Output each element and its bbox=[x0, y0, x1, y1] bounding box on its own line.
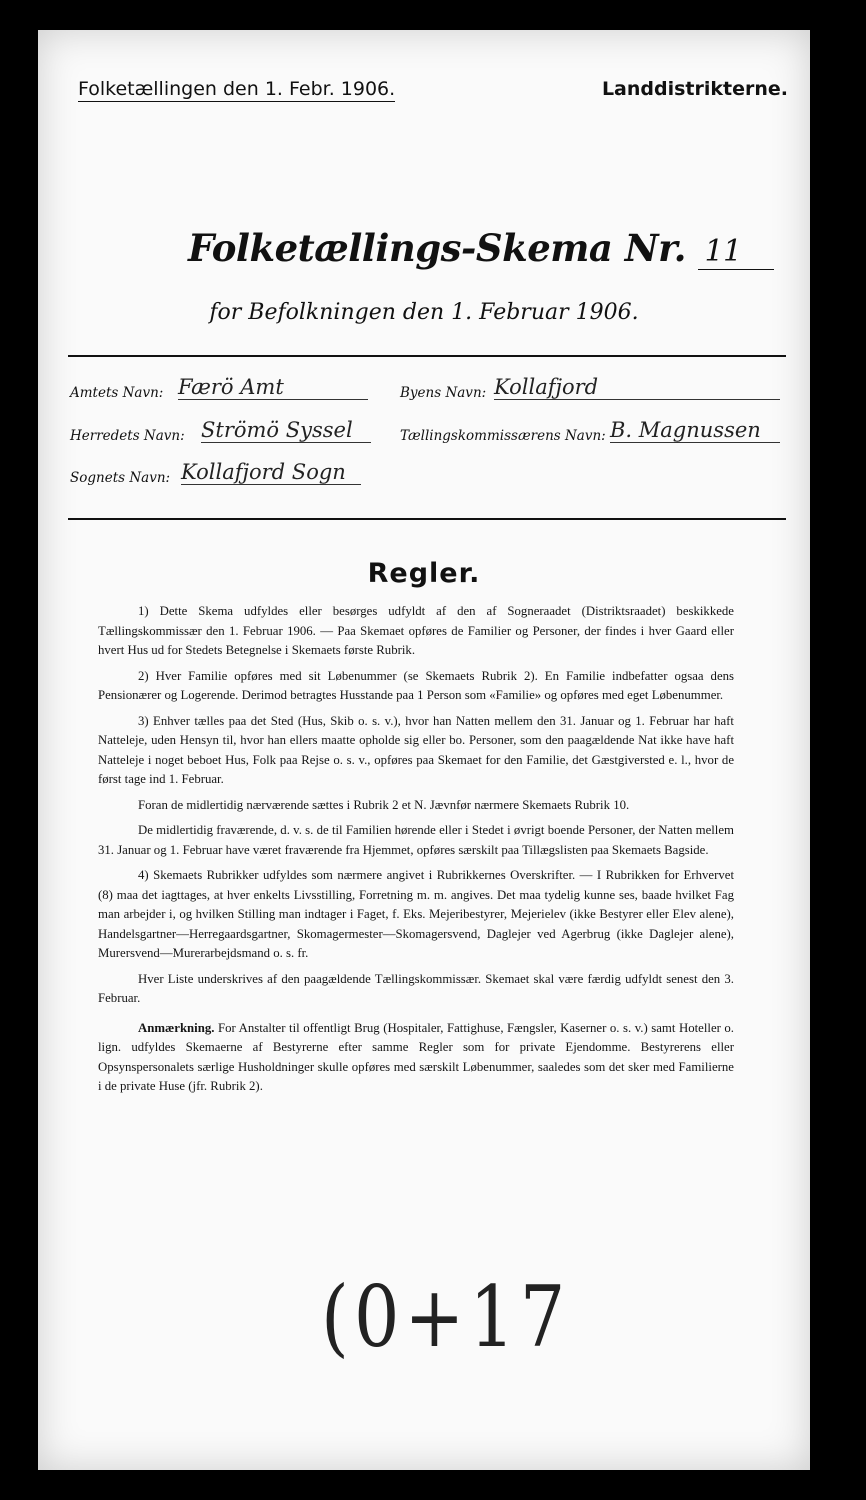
form-title bbox=[188, 226, 774, 270]
form-title-text: Folketællings-Skema Nr. bbox=[188, 226, 687, 270]
sogn-value: Kollafjord Sogn bbox=[181, 460, 361, 485]
rule-1: 1) Dette Skema udfyldes eller besørges udfyldt af den af Sogneraadet (Distriktsraadet) beskikkede Tællingskommissær den 1. Februar 1906. — Paa Skemaet opføres de Familier og Personer, der findes i hver Gaard eller hvert Hus ud for Stedets Betegnelse i Skemaets første Rubrik. bbox=[98, 604, 734, 657]
rule-2: 2) Hver Familie opføres med sit Løbenummer (se Skemaets Rubrik 2). En Familie indbefatter ogsaa dens Pensionærer og Logerende. Derimod betragtes Husstande paa 1 Person som «Familie» og opføres med eget Løbenummer. bbox=[98, 668, 734, 702]
census-form-page bbox=[38, 30, 810, 1470]
form-subtitle: for Befolkningen den 1. Februar 1906. bbox=[209, 300, 639, 325]
rules-section bbox=[98, 602, 734, 1103]
note-text: For Anstalter til offentligt Brug (Hospitaler, Fattighuse, Fængsler, Kaserner o. s. v.) samt Hoteller o. lign. udfyldes Skemaerne af Bestyrerne efter samme Regler som for private Ejendomme. Bestyrerens eller Opsynspersonalets særlige Husholdninger skulle opføres med særskilt Løbenummer, saaledes som det sker med Familierne i de private Huse (jfr. Rubrik 2). bbox=[98, 1020, 735, 1093]
archive-handwritten-number: (0+17 bbox=[321, 1268, 571, 1366]
rule-signature: Hver Liste underskrives af den paagældende Tællingskommissær. Skemaet skal være færdig udfyldt senest den 3. Februar. bbox=[98, 971, 734, 1005]
rule-4: 4) Skemaets Rubrikker udfyldes som nærmere angivet i Rubrikkernes Overskrifter. — I Rubrikken for Erhvervet (8) maa det iagttages, at hver enkelts Livsstilling, Forretning m. m. angives. Det maa tydelig kunne ses, baade hvilket Fag man arbejder i, og hvilken Stilling man indtager i Faget, f. Eks. Mejeribestyrer, Mejerielev (ikke Bestyrer eller Elev alene), Handelsgartner—Herregaardsgartner, Skomagermester—Skomagersvend, Daglejer ved Agerbrug (ikke Daglejer alene), Murersvend—Murerarbejdsmand o. s. fr. bbox=[98, 868, 734, 960]
rule-3: 3) Enhver tælles paa det Sted (Hus, Skib o. s. v.), hvor han Natten mellem den 31. Januar og 1. Februar har haft Natteleje, uden Hensyn til, hvor han ellers maatte opholde sig eller bo. Personer, som den paagældende Nat ikke have haft Natteleje i noget beboet Hus, Folk paa Rejse o. s. v., opføres paa Skemaet for den Familie, det Gæstgiversted e. l., hvor de først tage ind 1. Februar. bbox=[98, 713, 734, 786]
district-type-header: Landdistrikterne. bbox=[601, 78, 788, 100]
amt-label: Amtets Navn: bbox=[70, 385, 164, 401]
kommissaer-value: B. Magnussen bbox=[610, 418, 780, 443]
census-date-header: Folketællingen den 1. Febr. 1906. bbox=[78, 78, 396, 100]
sogn-label: Sognets Navn: bbox=[70, 470, 171, 486]
divider-bottom bbox=[68, 518, 786, 520]
kommissaer-label: Tællingskommissærens Navn: bbox=[400, 428, 606, 444]
rule-3-fravaerende: De midlertidig fraværende, d. v. s. de til Familien hørende eller i Stedet i øvrigt boende Personer, der Natten mellem 31. Januar og 1. Februar have været fraværende fra Hjemmet, opføres særskilt paa Tillægslisten paa Skemaets Bagside. bbox=[98, 823, 734, 857]
herred-value: Strömö Syssel bbox=[201, 418, 371, 443]
rule-3-foran: Foran de midlertidig nærværende sættes i Rubrik 2 et N. Jævnfør nærmere Skemaets Rubrik 10. bbox=[138, 797, 630, 812]
note-label: Anmærkning. bbox=[138, 1020, 215, 1035]
byens-label: Byens Navn: bbox=[400, 385, 487, 401]
divider-top bbox=[68, 355, 786, 357]
form-number-field: 11 bbox=[698, 234, 774, 270]
herred-label: Herredets Navn: bbox=[70, 428, 185, 444]
amt-value: Færö Amt bbox=[178, 375, 368, 400]
byens-value: Kollafjord bbox=[494, 375, 780, 400]
rules-heading: Regler. bbox=[367, 558, 481, 589]
note-paragraph bbox=[98, 1019, 734, 1097]
